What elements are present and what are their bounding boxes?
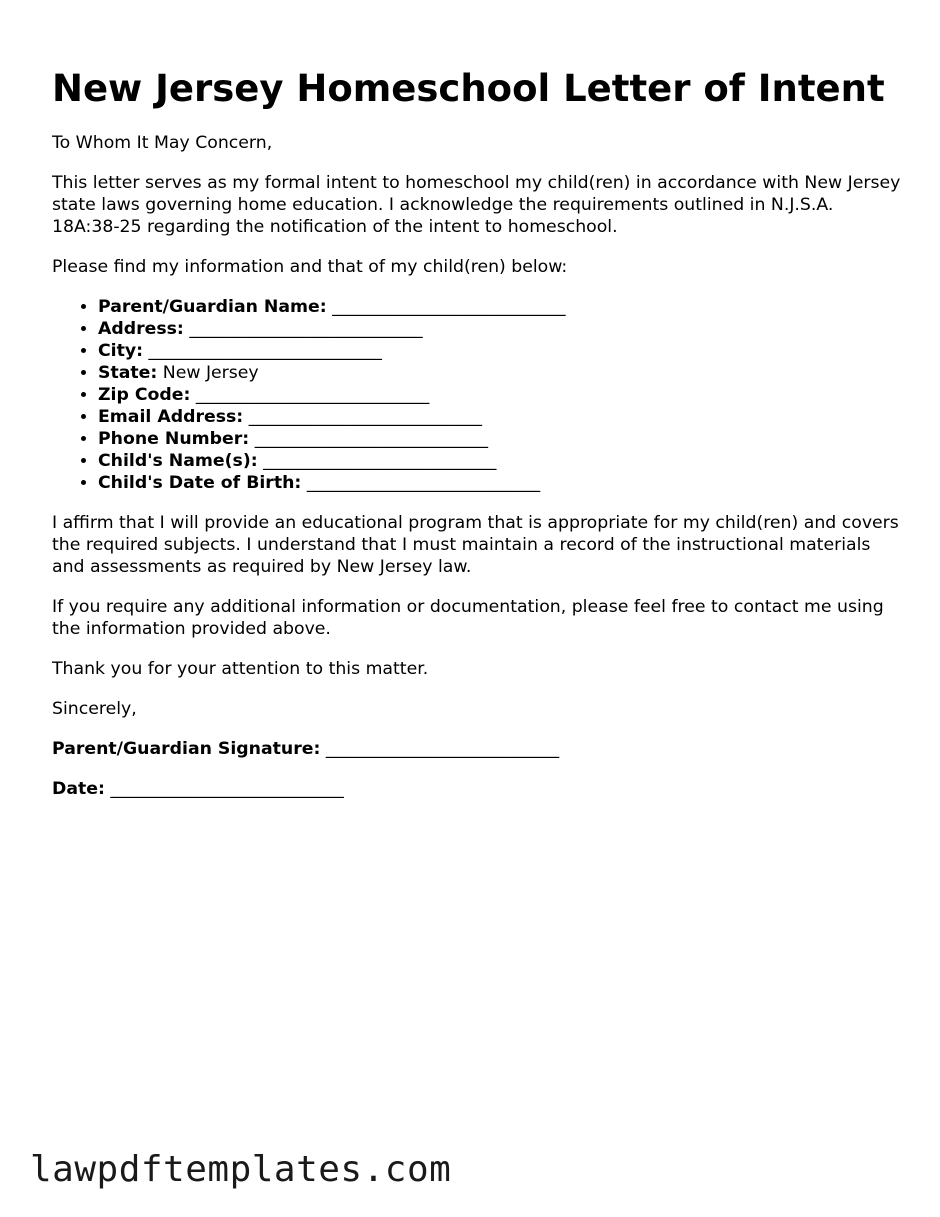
field-label: Child's Date of Birth: (98, 473, 302, 493)
letter-page (52, 66, 902, 818)
closing: Sincerely, (52, 699, 137, 719)
field-value[interactable]: ___________________________ (148, 341, 382, 361)
field-label: Parent/Guardian Name: (98, 297, 327, 317)
list-item (98, 472, 902, 494)
list-item (98, 362, 902, 384)
watermark-logo: lawpdftemplates.com (30, 1149, 452, 1190)
list-item (98, 296, 902, 318)
field-value: New Jersey (162, 363, 259, 383)
affirm-paragraph: I affirm that I will provide an educational program that is appropriate for my child(ren) and covers the required subjects. I understand that I must maintain a record of the instructional materials and assessments as required by New Jersey law. (52, 513, 899, 577)
info-field-list (52, 296, 902, 494)
field-label: Address: (98, 319, 184, 339)
thanks-paragraph: Thank you for your attention to this matter. (52, 659, 429, 679)
field-label: State: (98, 363, 158, 383)
list-item (98, 450, 902, 472)
page-title: New Jersey Homeschool Letter of Intent (52, 67, 885, 110)
date-label: Date: (52, 779, 105, 799)
field-label: Email Address: (98, 407, 244, 427)
salutation: To Whom It May Concern, (52, 133, 273, 153)
field-value[interactable]: ___________________________ (248, 407, 482, 427)
list-item (98, 340, 902, 362)
intro-paragraph: This letter serves as my formal intent to homeschool my child(ren) in accordance with New Jersey state laws governing home education. I acknowledge the requirements outlined in N.J.S.A. 18A:38-25 regarding the notification of the intent to homeschool. (52, 173, 901, 237)
signature-line (52, 738, 902, 760)
signature-label: Parent/Guardian Signature: (52, 739, 321, 759)
field-label: Phone Number: (98, 429, 250, 449)
field-value[interactable]: ___________________________ (263, 451, 497, 471)
list-item (98, 406, 902, 428)
field-value[interactable]: ___________________________ (306, 473, 541, 493)
list-item (98, 428, 902, 450)
field-value[interactable]: ___________________________ (254, 429, 488, 449)
info-lead-paragraph: Please find my information and that of my child(ren) below: (52, 257, 568, 277)
contact-paragraph: If you require any additional information or documentation, please feel free to contact me using the information provided above. (52, 597, 884, 639)
field-value[interactable]: ___________________________ (195, 385, 430, 405)
field-label: City: (98, 341, 144, 361)
date-field[interactable]: ___________________________ (110, 779, 344, 799)
list-item (98, 384, 902, 406)
date-line (52, 778, 902, 800)
field-label: Child's Name(s): (98, 451, 258, 471)
signature-field[interactable]: ___________________________ (325, 739, 560, 759)
field-value[interactable]: ___________________________ (189, 319, 423, 339)
field-label: Zip Code: (98, 385, 191, 405)
list-item (98, 318, 902, 340)
field-value[interactable]: ___________________________ (332, 297, 566, 317)
